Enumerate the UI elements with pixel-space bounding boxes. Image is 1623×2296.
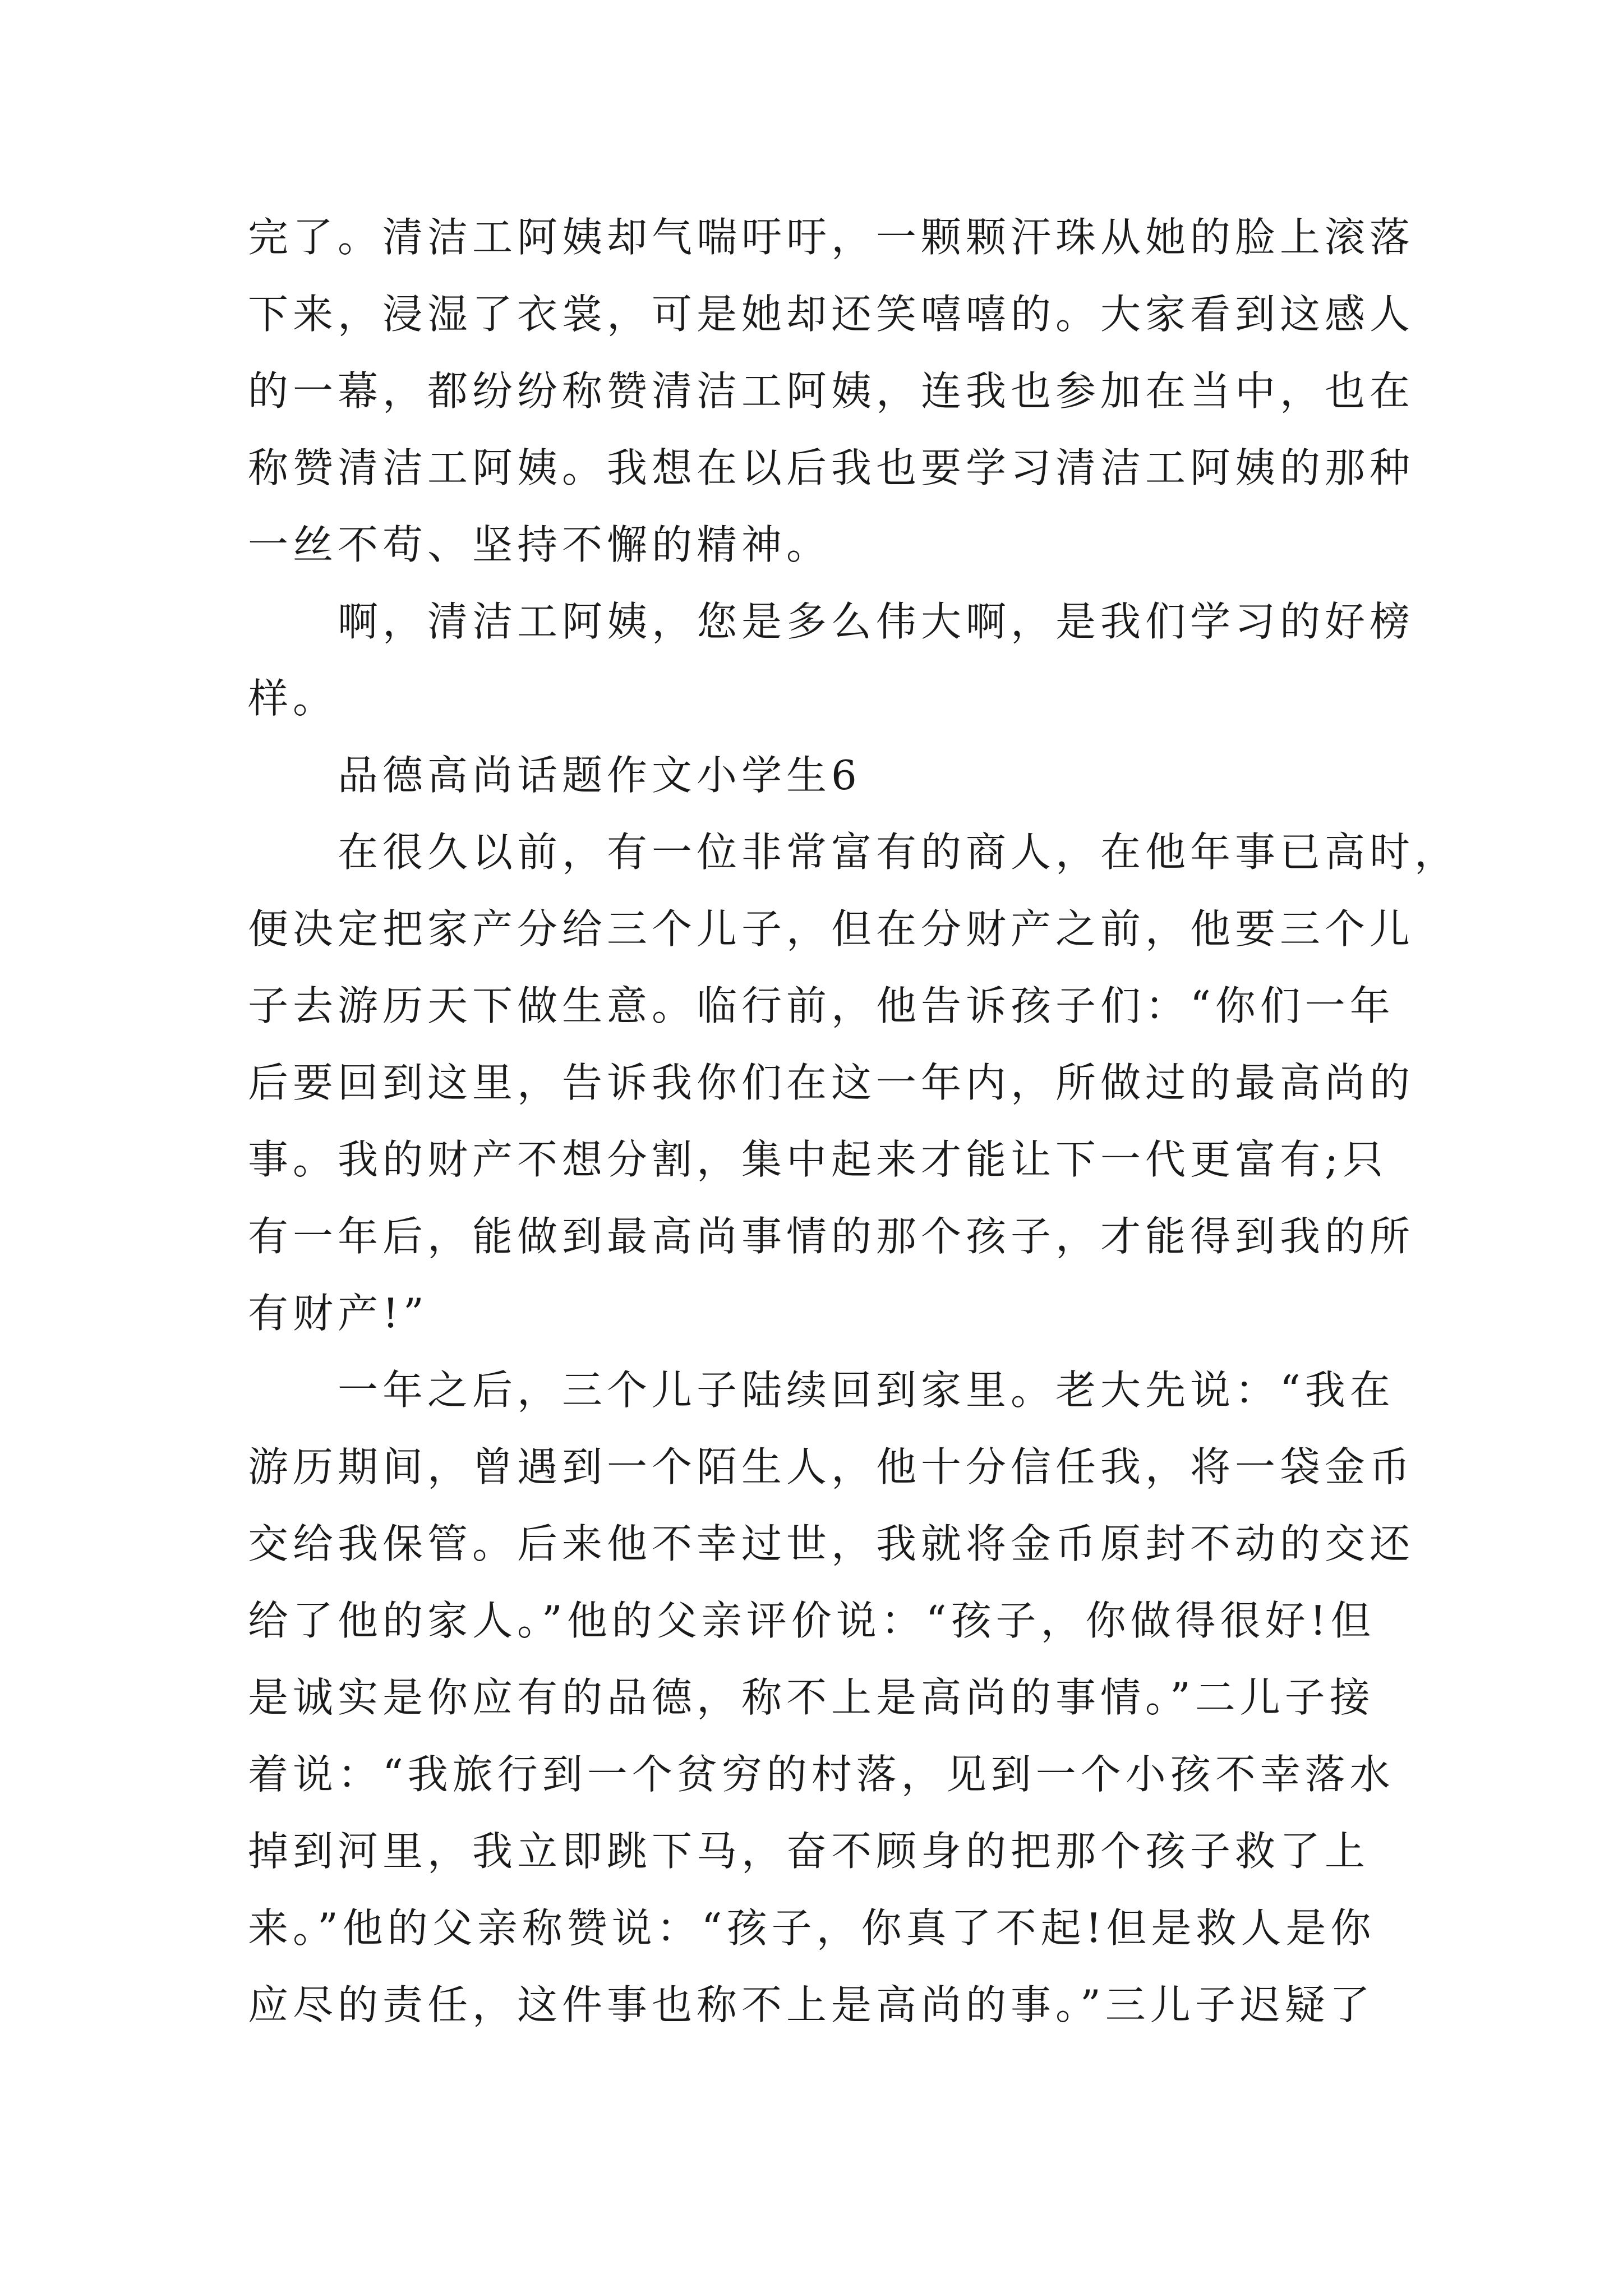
text-line: 应尽的责任，这件事也称不上是高尚的事。”三儿子迟疑了 <box>248 1981 1375 2028</box>
paragraph <box>248 199 1415 583</box>
text-line: 有一年后，能做到最高尚事情的那个孩子，才能得到我的所 <box>248 1213 1415 1260</box>
document-body <box>248 199 1460 2044</box>
text-line: 完了。清洁工阿姨却气喘吁吁，一颗颗汗珠从她的脸上滚落 <box>248 214 1415 261</box>
text-line: 便决定把家产分给三个儿子，但在分财产之前，他要三个儿 <box>248 905 1415 953</box>
text-line: 的一幕，都纷纷称赞清洁工阿姨，连我也参加在当中，也在 <box>248 367 1415 415</box>
text-line: 一年之后，三个儿子陆续回到家里。老大先说：“我在 <box>248 1366 1395 1414</box>
text-line: 后要回到这里，告诉我你们在这一年内，所做过的最高尚的 <box>248 1059 1415 1106</box>
text-line: 着说：“我旅行到一个贫穷的村落，见到一个小孩不幸落水 <box>248 1751 1395 1798</box>
text-line: 一丝不苟、坚持不懈的精神。 <box>248 521 832 568</box>
text-line: 事。我的财产不想分割，集中起来才能让下一代更富有;只 <box>248 1136 1388 1183</box>
text-line: 是诚实是你应有的品德，称不上是高尚的事情。”二儿子接 <box>248 1674 1375 1721</box>
text-line: 下来，浸湿了衣裳，可是她却还笑嘻嘻的。大家看到这感人 <box>248 291 1415 338</box>
text-line: 交给我保管。后来他不幸过世，我就将金币原封不动的交还 <box>248 1520 1415 1567</box>
text-line: 子去游历天下做生意。临行前，他告诉孩子们：“你们一年 <box>248 982 1395 1029</box>
text-line: 样。 <box>248 675 338 722</box>
text-line: 来。”他的父亲称赞说：“孩子，你真了不起!但是救人是你 <box>248 1904 1376 1952</box>
paragraph <box>248 1352 1415 2044</box>
text-line: 游历期间，曾遇到一个陌生人，他十分信任我，将一袋金币 <box>248 1443 1415 1490</box>
text-line: 给了他的家人。”他的父亲评价说：“孩子，你做得很好!但 <box>248 1597 1376 1644</box>
text-line: 掉到河里，我立即跳下马，奋不顾身的把那个孩子救了上 <box>248 1828 1370 1875</box>
text-line: 称赞清洁工阿姨。我想在以后我也要学习清洁工阿姨的那种 <box>248 444 1415 491</box>
text-line: 在很久以前，有一位非常富有的商人，在他年事已高时， <box>248 829 1460 876</box>
text-line: 啊，清洁工阿姨，您是多么伟大啊，是我们学习的好榜 <box>248 598 1415 645</box>
heading-line: 品德高尚话题作文小学生6 <box>248 752 861 799</box>
paragraph <box>248 583 1415 737</box>
text-line: 有财产!” <box>248 1290 428 1337</box>
paragraph <box>248 814 1460 1352</box>
section-heading <box>248 737 1375 814</box>
